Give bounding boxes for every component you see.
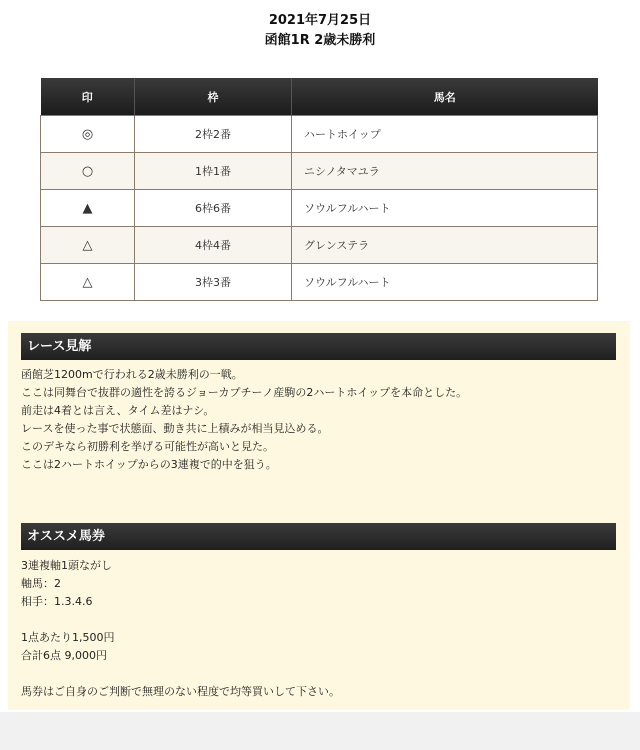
total-amount: 合計6点 9,000円 [21,649,107,662]
race-name: 函館1R 2歳未勝利 [264,33,376,48]
spacer [21,611,616,629]
race-header [0,0,640,51]
table-row [41,190,598,227]
per-point-amount: 1点あたり1,500円 [21,631,115,644]
disclaimer-note: 馬券はご自身のご判断で無理のない程度で均等買いして下さい。 [21,685,340,698]
analysis-panel [8,321,630,710]
horse-name-cell: グレンステラ [292,227,598,264]
analysis-line: 函館芝1200mで行われる2歳未勝利の一戦。 [21,368,243,381]
analysis-body [21,366,616,474]
table-row [41,264,598,301]
header-waku: 枠 [135,78,292,116]
spacer [21,665,616,683]
race-date: 2021年7月25日 [268,13,372,28]
analysis-line: 前走は4着とは言え、タイム差はナシ。 [21,404,215,417]
picks-table-header-row [41,78,598,116]
waku-cell: 2枠2番 [135,116,292,153]
analysis-line: ここは同舞台で抜群の適性を誇るジョーカプチーノ産駒の2ハートホイップを本命とした。 [21,386,468,399]
waku-cell: 6枠6番 [135,190,292,227]
bet-type: 3連複軸1頭ながし [21,559,112,572]
picks-table [40,78,598,301]
table-row [41,227,598,264]
table-row [41,116,598,153]
mark-cell: ◎ [41,116,135,153]
analysis-line: ここは2ハートホイップからの3連複で的中を狙う。 [21,458,277,471]
header-mark: 印 [41,78,135,116]
waku-cell: 3枠3番 [135,264,292,301]
axis-horse: 軸馬：2 [21,577,61,590]
horse-name-cell: ソウルフルハート [292,190,598,227]
tickets-body [21,557,616,701]
analysis-line: レースを使った事で状態面、動き共に上積みが相当見込める。 [21,422,329,435]
footer-bar [0,712,640,750]
mark-cell: ○ [41,153,135,190]
table-row [41,153,598,190]
horse-name-cell: ニシノタマユラ [292,153,598,190]
header-horse-name: 馬名 [292,78,598,116]
waku-cell: 4枠4番 [135,227,292,264]
horse-name-cell: ハートホイップ [292,116,598,153]
waku-cell: 1枠1番 [135,153,292,190]
analysis-title: レース見解 [21,333,616,360]
mark-cell: △ [41,264,135,301]
partner-horses: 相手：1.3.4.6 [21,595,93,608]
mark-cell: ▲ [41,190,135,227]
mark-cell: △ [41,227,135,264]
analysis-line: このデキなら初勝利を挙げる可能性が高いと見た。 [21,440,274,453]
tickets-title: オススメ馬券 [21,523,616,550]
horse-name-cell: ソウルフルハート [292,264,598,301]
